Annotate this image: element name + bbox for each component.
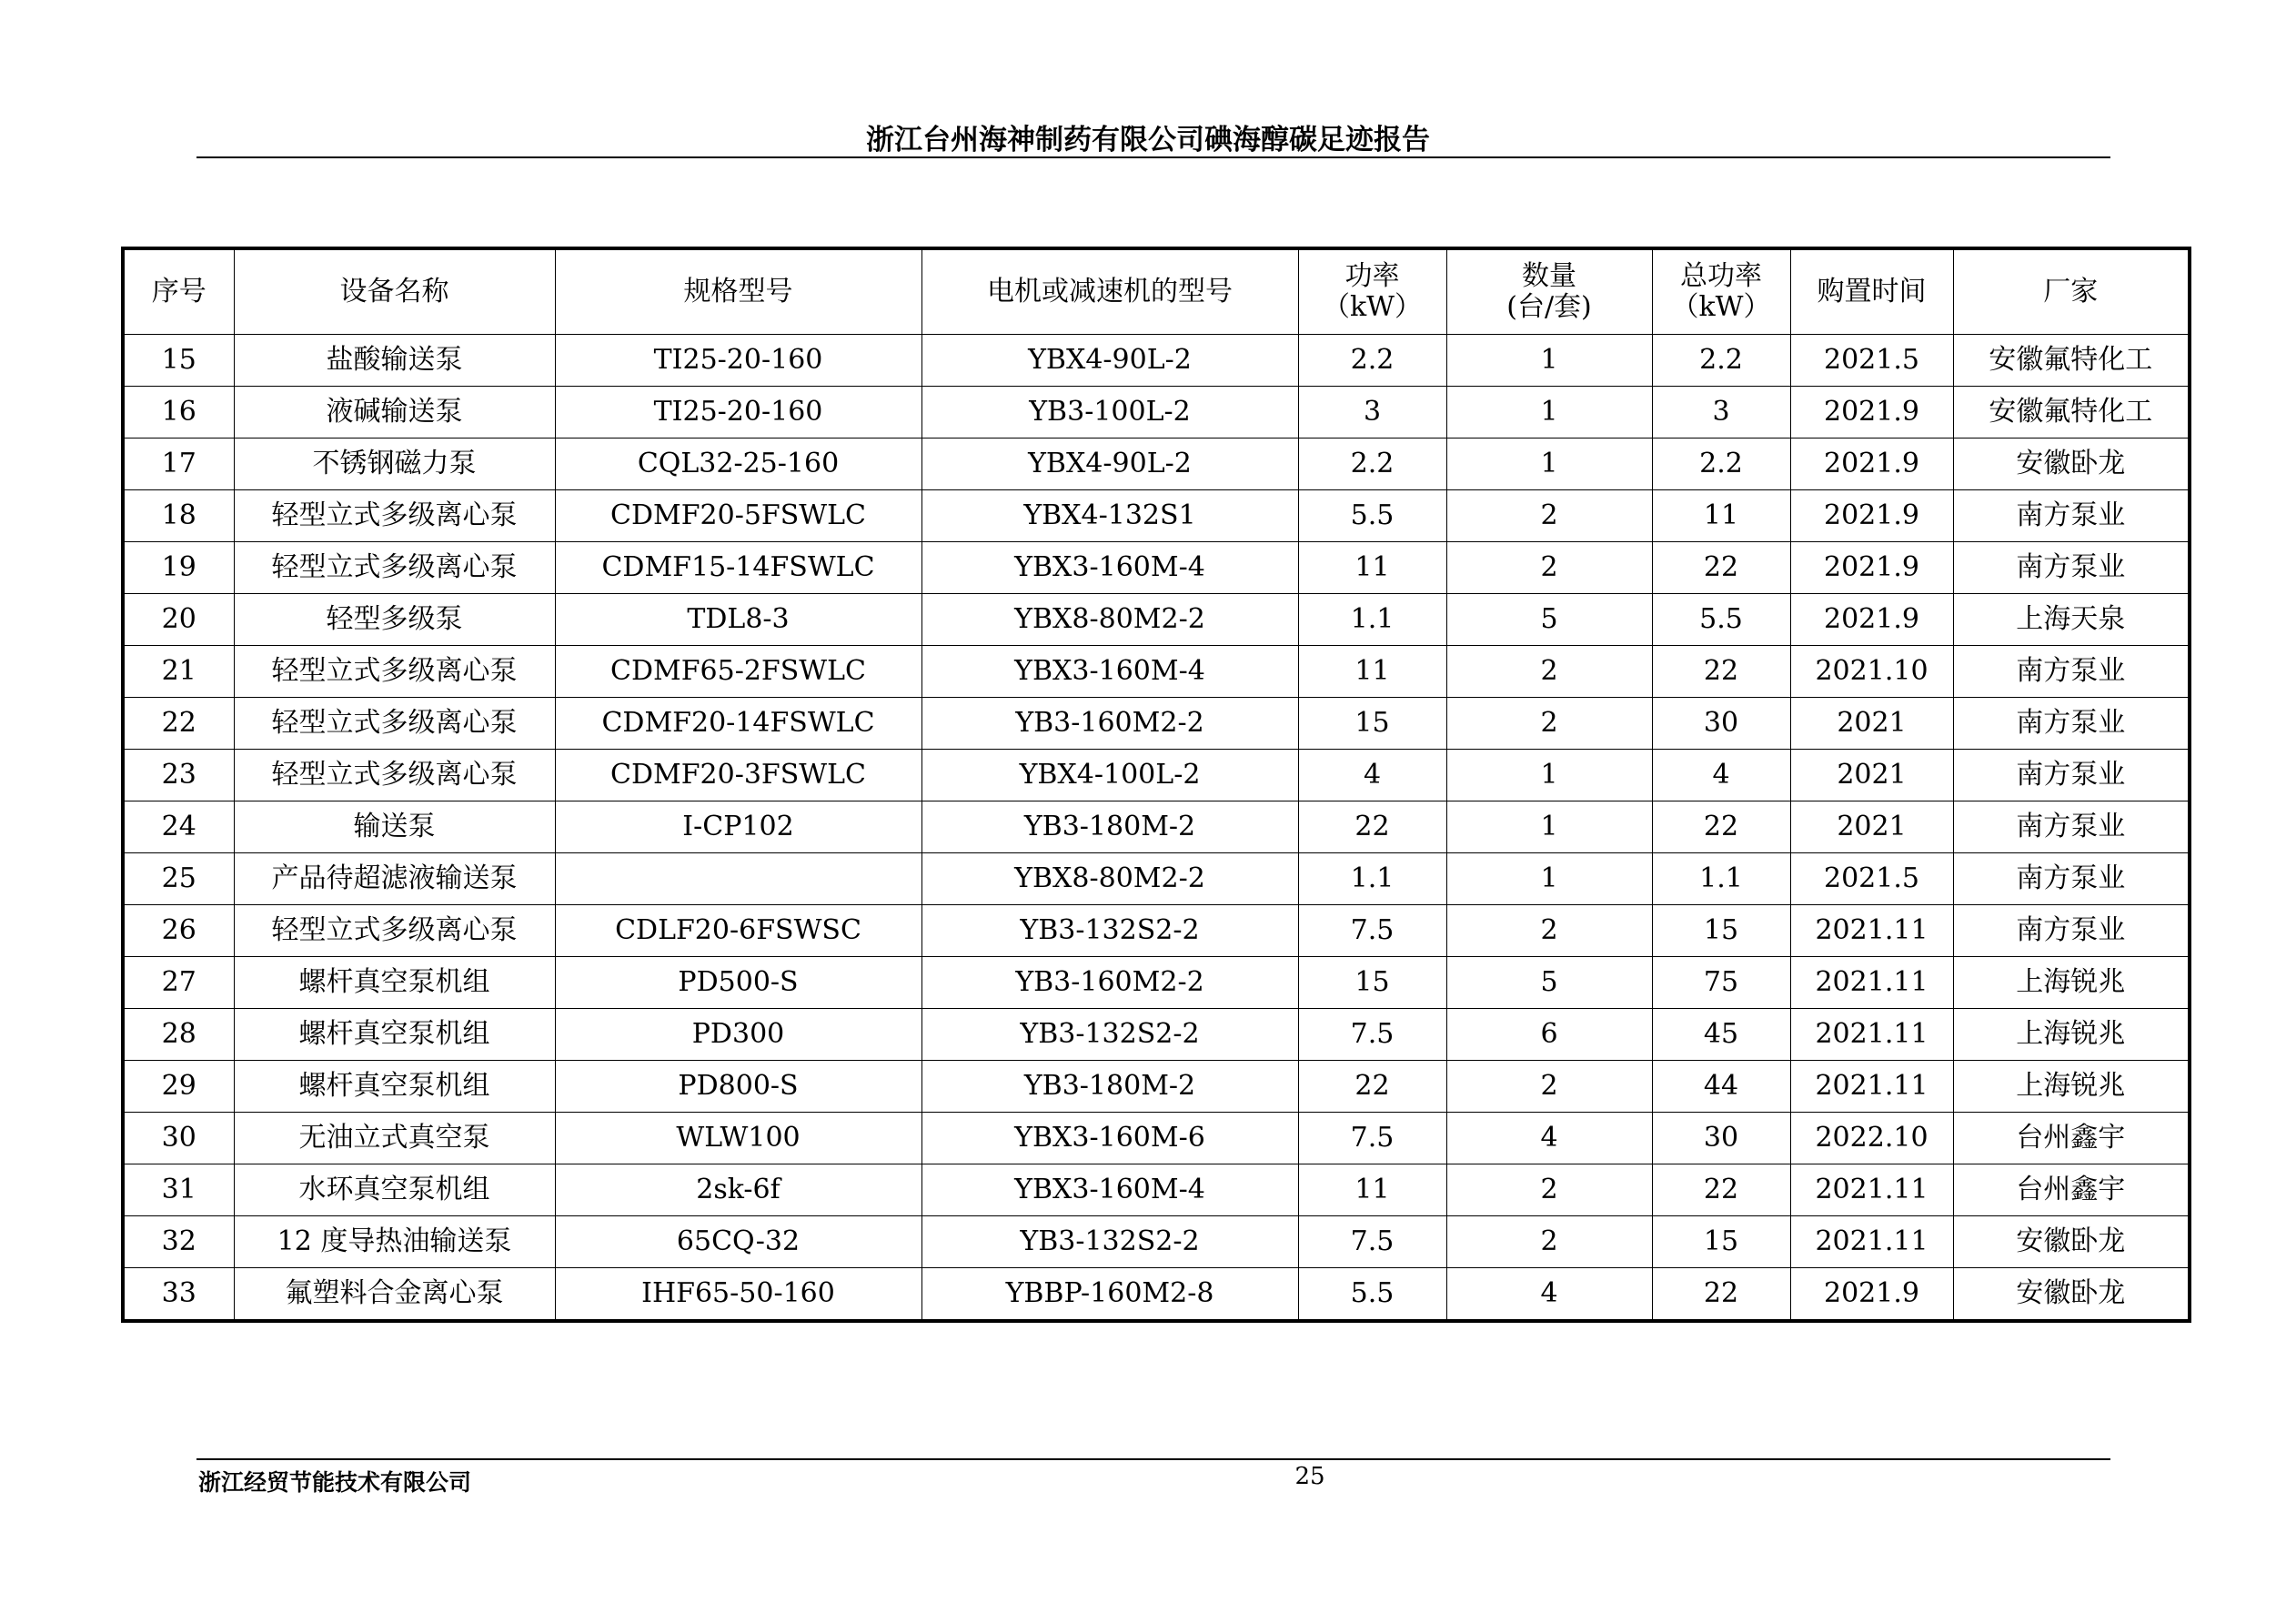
cell-total-power: 1.1 (1652, 853, 1790, 905)
cell-purchase-date: 2021.11 (1790, 1061, 1953, 1113)
cell-power: 15 (1298, 957, 1446, 1009)
footer-divider (196, 1458, 2110, 1460)
cell-spec-model: IHF65-50-160 (555, 1268, 921, 1322)
cell-spec-model: PD300 (555, 1009, 921, 1061)
column-header (123, 248, 234, 335)
cell-quantity: 4 (1446, 1268, 1652, 1322)
cell-spec-model: TI25-20-160 (555, 335, 921, 387)
cell-manufacturer: 安徽氟特化工 (1953, 335, 2190, 387)
cell-power: 5.5 (1298, 1268, 1446, 1322)
cell-motor-model: YB3-160M2-2 (921, 957, 1298, 1009)
cell-purchase-date: 2021 (1790, 801, 1953, 853)
cell-equipment-name: 氟塑料合金离心泵 (234, 1268, 555, 1322)
cell-quantity: 1 (1446, 801, 1652, 853)
cell-motor-model: YBX8-80M2-2 (921, 594, 1298, 646)
cell-power: 5.5 (1298, 490, 1446, 542)
column-header-line: 序号 (151, 276, 206, 307)
cell-purchase-date: 2021.9 (1790, 490, 1953, 542)
header-divider (196, 156, 2110, 158)
cell-index: 32 (123, 1216, 234, 1268)
cell-power: 11 (1298, 542, 1446, 594)
cell-power: 7.5 (1298, 1009, 1446, 1061)
cell-purchase-date: 2021.9 (1790, 387, 1953, 439)
cell-total-power: 2.2 (1652, 439, 1790, 490)
cell-quantity: 2 (1446, 1216, 1652, 1268)
cell-purchase-date: 2021.9 (1790, 1268, 1953, 1322)
table-row (123, 1061, 2190, 1113)
cell-equipment-name: 轻型立式多级离心泵 (234, 490, 555, 542)
cell-manufacturer: 上海锐兆 (1953, 957, 2190, 1009)
cell-equipment-name: 液碱输送泵 (234, 387, 555, 439)
cell-power: 3 (1298, 387, 1446, 439)
cell-power: 7.5 (1298, 1216, 1446, 1268)
cell-index: 19 (123, 542, 234, 594)
cell-motor-model: YBX3-160M-6 (921, 1113, 1298, 1164)
cell-purchase-date: 2021 (1790, 698, 1953, 750)
cell-purchase-date: 2021.11 (1790, 1009, 1953, 1061)
cell-spec-model: CDLF20-6FSWSC (555, 905, 921, 957)
table-row (123, 335, 2190, 387)
cell-equipment-name: 输送泵 (234, 801, 555, 853)
cell-quantity: 5 (1446, 594, 1652, 646)
cell-index: 29 (123, 1061, 234, 1113)
table-row (123, 1009, 2190, 1061)
column-header (1298, 248, 1446, 335)
table-header-row (123, 248, 2190, 335)
column-header-line: 功率 (1344, 260, 1400, 292)
cell-quantity: 2 (1446, 490, 1652, 542)
table-row (123, 439, 2190, 490)
cell-total-power: 2.2 (1652, 335, 1790, 387)
cell-index: 30 (123, 1113, 234, 1164)
table-row (123, 1268, 2190, 1322)
cell-power: 2.2 (1298, 335, 1446, 387)
cell-power: 22 (1298, 801, 1446, 853)
cell-spec-model: PD500-S (555, 957, 921, 1009)
cell-index: 23 (123, 750, 234, 801)
cell-motor-model: YBX3-160M-4 (921, 542, 1298, 594)
cell-purchase-date: 2021.5 (1790, 853, 1953, 905)
cell-motor-model: YBX4-90L-2 (921, 439, 1298, 490)
column-header-line: 规格型号 (683, 276, 793, 307)
cell-motor-model: YBX4-100L-2 (921, 750, 1298, 801)
table-row (123, 1113, 2190, 1164)
cell-purchase-date: 2021.5 (1790, 335, 1953, 387)
column-header-line: 总功率 (1680, 260, 1762, 292)
cell-spec-model: TI25-20-160 (555, 387, 921, 439)
cell-motor-model: YB3-160M2-2 (921, 698, 1298, 750)
cell-purchase-date: 2022.10 (1790, 1113, 1953, 1164)
cell-equipment-name: 螺杆真空泵机组 (234, 1061, 555, 1113)
cell-motor-model: YBX4-90L-2 (921, 335, 1298, 387)
cell-spec-model: CDMF20-5FSWLC (555, 490, 921, 542)
cell-power: 11 (1298, 1164, 1446, 1216)
cell-manufacturer: 南方泵业 (1953, 801, 2190, 853)
cell-total-power: 5.5 (1652, 594, 1790, 646)
cell-motor-model: YBX3-160M-4 (921, 646, 1298, 698)
cell-power: 7.5 (1298, 905, 1446, 957)
cell-spec-model: CDMF15-14FSWLC (555, 542, 921, 594)
cell-purchase-date: 2021 (1790, 750, 1953, 801)
cell-total-power: 15 (1652, 1216, 1790, 1268)
cell-spec-model: WLW100 (555, 1113, 921, 1164)
cell-index: 25 (123, 853, 234, 905)
cell-total-power: 45 (1652, 1009, 1790, 1061)
table-row (123, 387, 2190, 439)
cell-power: 1.1 (1298, 594, 1446, 646)
cell-equipment-name: 轻型立式多级离心泵 (234, 698, 555, 750)
cell-equipment-name: 螺杆真空泵机组 (234, 957, 555, 1009)
cell-index: 33 (123, 1268, 234, 1322)
cell-manufacturer: 安徽氟特化工 (1953, 387, 2190, 439)
cell-manufacturer: 安徽卧龙 (1953, 1268, 2190, 1322)
cell-motor-model: YB3-132S2-2 (921, 1009, 1298, 1061)
cell-spec-model: PD800-S (555, 1061, 921, 1113)
cell-equipment-name: 12 度导热油输送泵 (234, 1216, 555, 1268)
cell-index: 24 (123, 801, 234, 853)
cell-equipment-name: 盐酸输送泵 (234, 335, 555, 387)
cell-power: 7.5 (1298, 1113, 1446, 1164)
column-header (1953, 248, 2190, 335)
cell-manufacturer: 上海锐兆 (1953, 1061, 2190, 1113)
column-header-line: 设备名称 (339, 276, 449, 307)
cell-manufacturer: 南方泵业 (1953, 698, 2190, 750)
column-header-line: 数量 (1522, 260, 1576, 292)
column-header-line: 购置时间 (1817, 276, 1927, 307)
cell-power: 15 (1298, 698, 1446, 750)
cell-spec-model: CDMF65-2FSWLC (555, 646, 921, 698)
cell-total-power: 22 (1652, 801, 1790, 853)
cell-manufacturer: 南方泵业 (1953, 853, 2190, 905)
cell-index: 20 (123, 594, 234, 646)
table-row (123, 957, 2190, 1009)
column-header (1790, 248, 1953, 335)
table-body (123, 335, 2190, 1322)
footer-company: 浙江经贸节能技术有限公司 (198, 1469, 472, 1496)
cell-total-power: 75 (1652, 957, 1790, 1009)
cell-equipment-name: 螺杆真空泵机组 (234, 1009, 555, 1061)
column-header-line: （kW） (1322, 291, 1422, 323)
equipment-table (121, 247, 2191, 1323)
cell-total-power: 15 (1652, 905, 1790, 957)
cell-quantity: 6 (1446, 1009, 1652, 1061)
column-header (234, 248, 555, 335)
cell-manufacturer: 台州鑫宇 (1953, 1164, 2190, 1216)
cell-motor-model: YB3-132S2-2 (921, 1216, 1298, 1268)
cell-total-power: 30 (1652, 698, 1790, 750)
cell-spec-model (555, 853, 921, 905)
cell-power: 11 (1298, 646, 1446, 698)
cell-power: 1.1 (1298, 853, 1446, 905)
cell-total-power: 22 (1652, 646, 1790, 698)
cell-total-power: 44 (1652, 1061, 1790, 1113)
cell-manufacturer: 南方泵业 (1953, 750, 2190, 801)
cell-purchase-date: 2021.9 (1790, 439, 1953, 490)
cell-index: 21 (123, 646, 234, 698)
table-row (123, 646, 2190, 698)
cell-manufacturer: 南方泵业 (1953, 646, 2190, 698)
cell-index: 15 (123, 335, 234, 387)
column-header-line: 厂家 (2043, 276, 2099, 307)
column-header (555, 248, 921, 335)
table-row (123, 1216, 2190, 1268)
cell-purchase-date: 2021.11 (1790, 905, 1953, 957)
column-header-line: 电机或减速机的型号 (987, 276, 1233, 307)
cell-manufacturer: 南方泵业 (1953, 490, 2190, 542)
cell-quantity: 5 (1446, 957, 1652, 1009)
cell-quantity: 1 (1446, 853, 1652, 905)
table-row (123, 698, 2190, 750)
cell-spec-model: 2sk-6f (555, 1164, 921, 1216)
cell-index: 16 (123, 387, 234, 439)
cell-equipment-name: 轻型立式多级离心泵 (234, 542, 555, 594)
cell-purchase-date: 2021.11 (1790, 957, 1953, 1009)
column-header-line: （kW） (1671, 291, 1771, 323)
cell-index: 17 (123, 439, 234, 490)
cell-purchase-date: 2021.11 (1790, 1164, 1953, 1216)
cell-motor-model: YBX3-160M-4 (921, 1164, 1298, 1216)
column-header (1446, 248, 1652, 335)
cell-total-power: 30 (1652, 1113, 1790, 1164)
cell-spec-model: CDMF20-14FSWLC (555, 698, 921, 750)
cell-motor-model: YB3-180M-2 (921, 801, 1298, 853)
cell-index: 27 (123, 957, 234, 1009)
cell-index: 18 (123, 490, 234, 542)
cell-equipment-name: 水环真空泵机组 (234, 1164, 555, 1216)
cell-total-power: 22 (1652, 542, 1790, 594)
column-header (921, 248, 1298, 335)
cell-quantity: 2 (1446, 542, 1652, 594)
cell-equipment-name: 不锈钢磁力泵 (234, 439, 555, 490)
cell-index: 22 (123, 698, 234, 750)
cell-quantity: 1 (1446, 335, 1652, 387)
cell-quantity: 1 (1446, 387, 1652, 439)
cell-manufacturer: 安徽卧龙 (1953, 1216, 2190, 1268)
column-header (1652, 248, 1790, 335)
cell-motor-model: YBX8-80M2-2 (921, 853, 1298, 905)
table-row (123, 1164, 2190, 1216)
cell-manufacturer: 上海天泉 (1953, 594, 2190, 646)
cell-quantity: 2 (1446, 1061, 1652, 1113)
table-row (123, 801, 2190, 853)
cell-quantity: 2 (1446, 1164, 1652, 1216)
cell-total-power: 11 (1652, 490, 1790, 542)
cell-quantity: 1 (1446, 439, 1652, 490)
table-row (123, 594, 2190, 646)
cell-spec-model: CQL32-25-160 (555, 439, 921, 490)
cell-index: 28 (123, 1009, 234, 1061)
cell-purchase-date: 2021.9 (1790, 542, 1953, 594)
cell-manufacturer: 台州鑫宇 (1953, 1113, 2190, 1164)
cell-manufacturer: 南方泵业 (1953, 905, 2190, 957)
cell-quantity: 4 (1446, 1113, 1652, 1164)
cell-purchase-date: 2021.10 (1790, 646, 1953, 698)
cell-index: 26 (123, 905, 234, 957)
cell-spec-model: I-CP102 (555, 801, 921, 853)
cell-total-power: 4 (1652, 750, 1790, 801)
cell-motor-model: YBX4-132S1 (921, 490, 1298, 542)
cell-equipment-name: 轻型立式多级离心泵 (234, 905, 555, 957)
cell-equipment-name: 轻型立式多级离心泵 (234, 646, 555, 698)
cell-spec-model: CDMF20-3FSWLC (555, 750, 921, 801)
cell-quantity: 2 (1446, 698, 1652, 750)
cell-total-power: 3 (1652, 387, 1790, 439)
cell-equipment-name: 轻型多级泵 (234, 594, 555, 646)
cell-manufacturer: 南方泵业 (1953, 542, 2190, 594)
column-header-line: (台/套) (1506, 291, 1592, 323)
cell-power: 22 (1298, 1061, 1446, 1113)
cell-motor-model: YB3-180M-2 (921, 1061, 1298, 1113)
cell-purchase-date: 2021.9 (1790, 594, 1953, 646)
cell-equipment-name: 产品待超滤液输送泵 (234, 853, 555, 905)
cell-total-power: 22 (1652, 1164, 1790, 1216)
table-row (123, 853, 2190, 905)
table-row (123, 905, 2190, 957)
cell-manufacturer: 安徽卧龙 (1953, 439, 2190, 490)
page-number: 25 (1294, 1463, 1325, 1490)
cell-index: 31 (123, 1164, 234, 1216)
cell-manufacturer: 上海锐兆 (1953, 1009, 2190, 1061)
cell-purchase-date: 2021.11 (1790, 1216, 1953, 1268)
cell-quantity: 2 (1446, 646, 1652, 698)
cell-equipment-name: 无油立式真空泵 (234, 1113, 555, 1164)
cell-motor-model: YB3-100L-2 (921, 387, 1298, 439)
cell-quantity: 1 (1446, 750, 1652, 801)
cell-motor-model: YBBP-160M2-8 (921, 1268, 1298, 1322)
cell-total-power: 22 (1652, 1268, 1790, 1322)
cell-spec-model: TDL8-3 (555, 594, 921, 646)
cell-equipment-name: 轻型立式多级离心泵 (234, 750, 555, 801)
page-header-title: 浙江台州海神制药有限公司碘海醇碳足迹报告 (866, 124, 1430, 156)
cell-power: 2.2 (1298, 439, 1446, 490)
cell-spec-model: 65CQ-32 (555, 1216, 921, 1268)
table-row (123, 542, 2190, 594)
table-row (123, 750, 2190, 801)
cell-motor-model: YB3-132S2-2 (921, 905, 1298, 957)
table-row (123, 490, 2190, 542)
cell-power: 4 (1298, 750, 1446, 801)
cell-quantity: 2 (1446, 905, 1652, 957)
